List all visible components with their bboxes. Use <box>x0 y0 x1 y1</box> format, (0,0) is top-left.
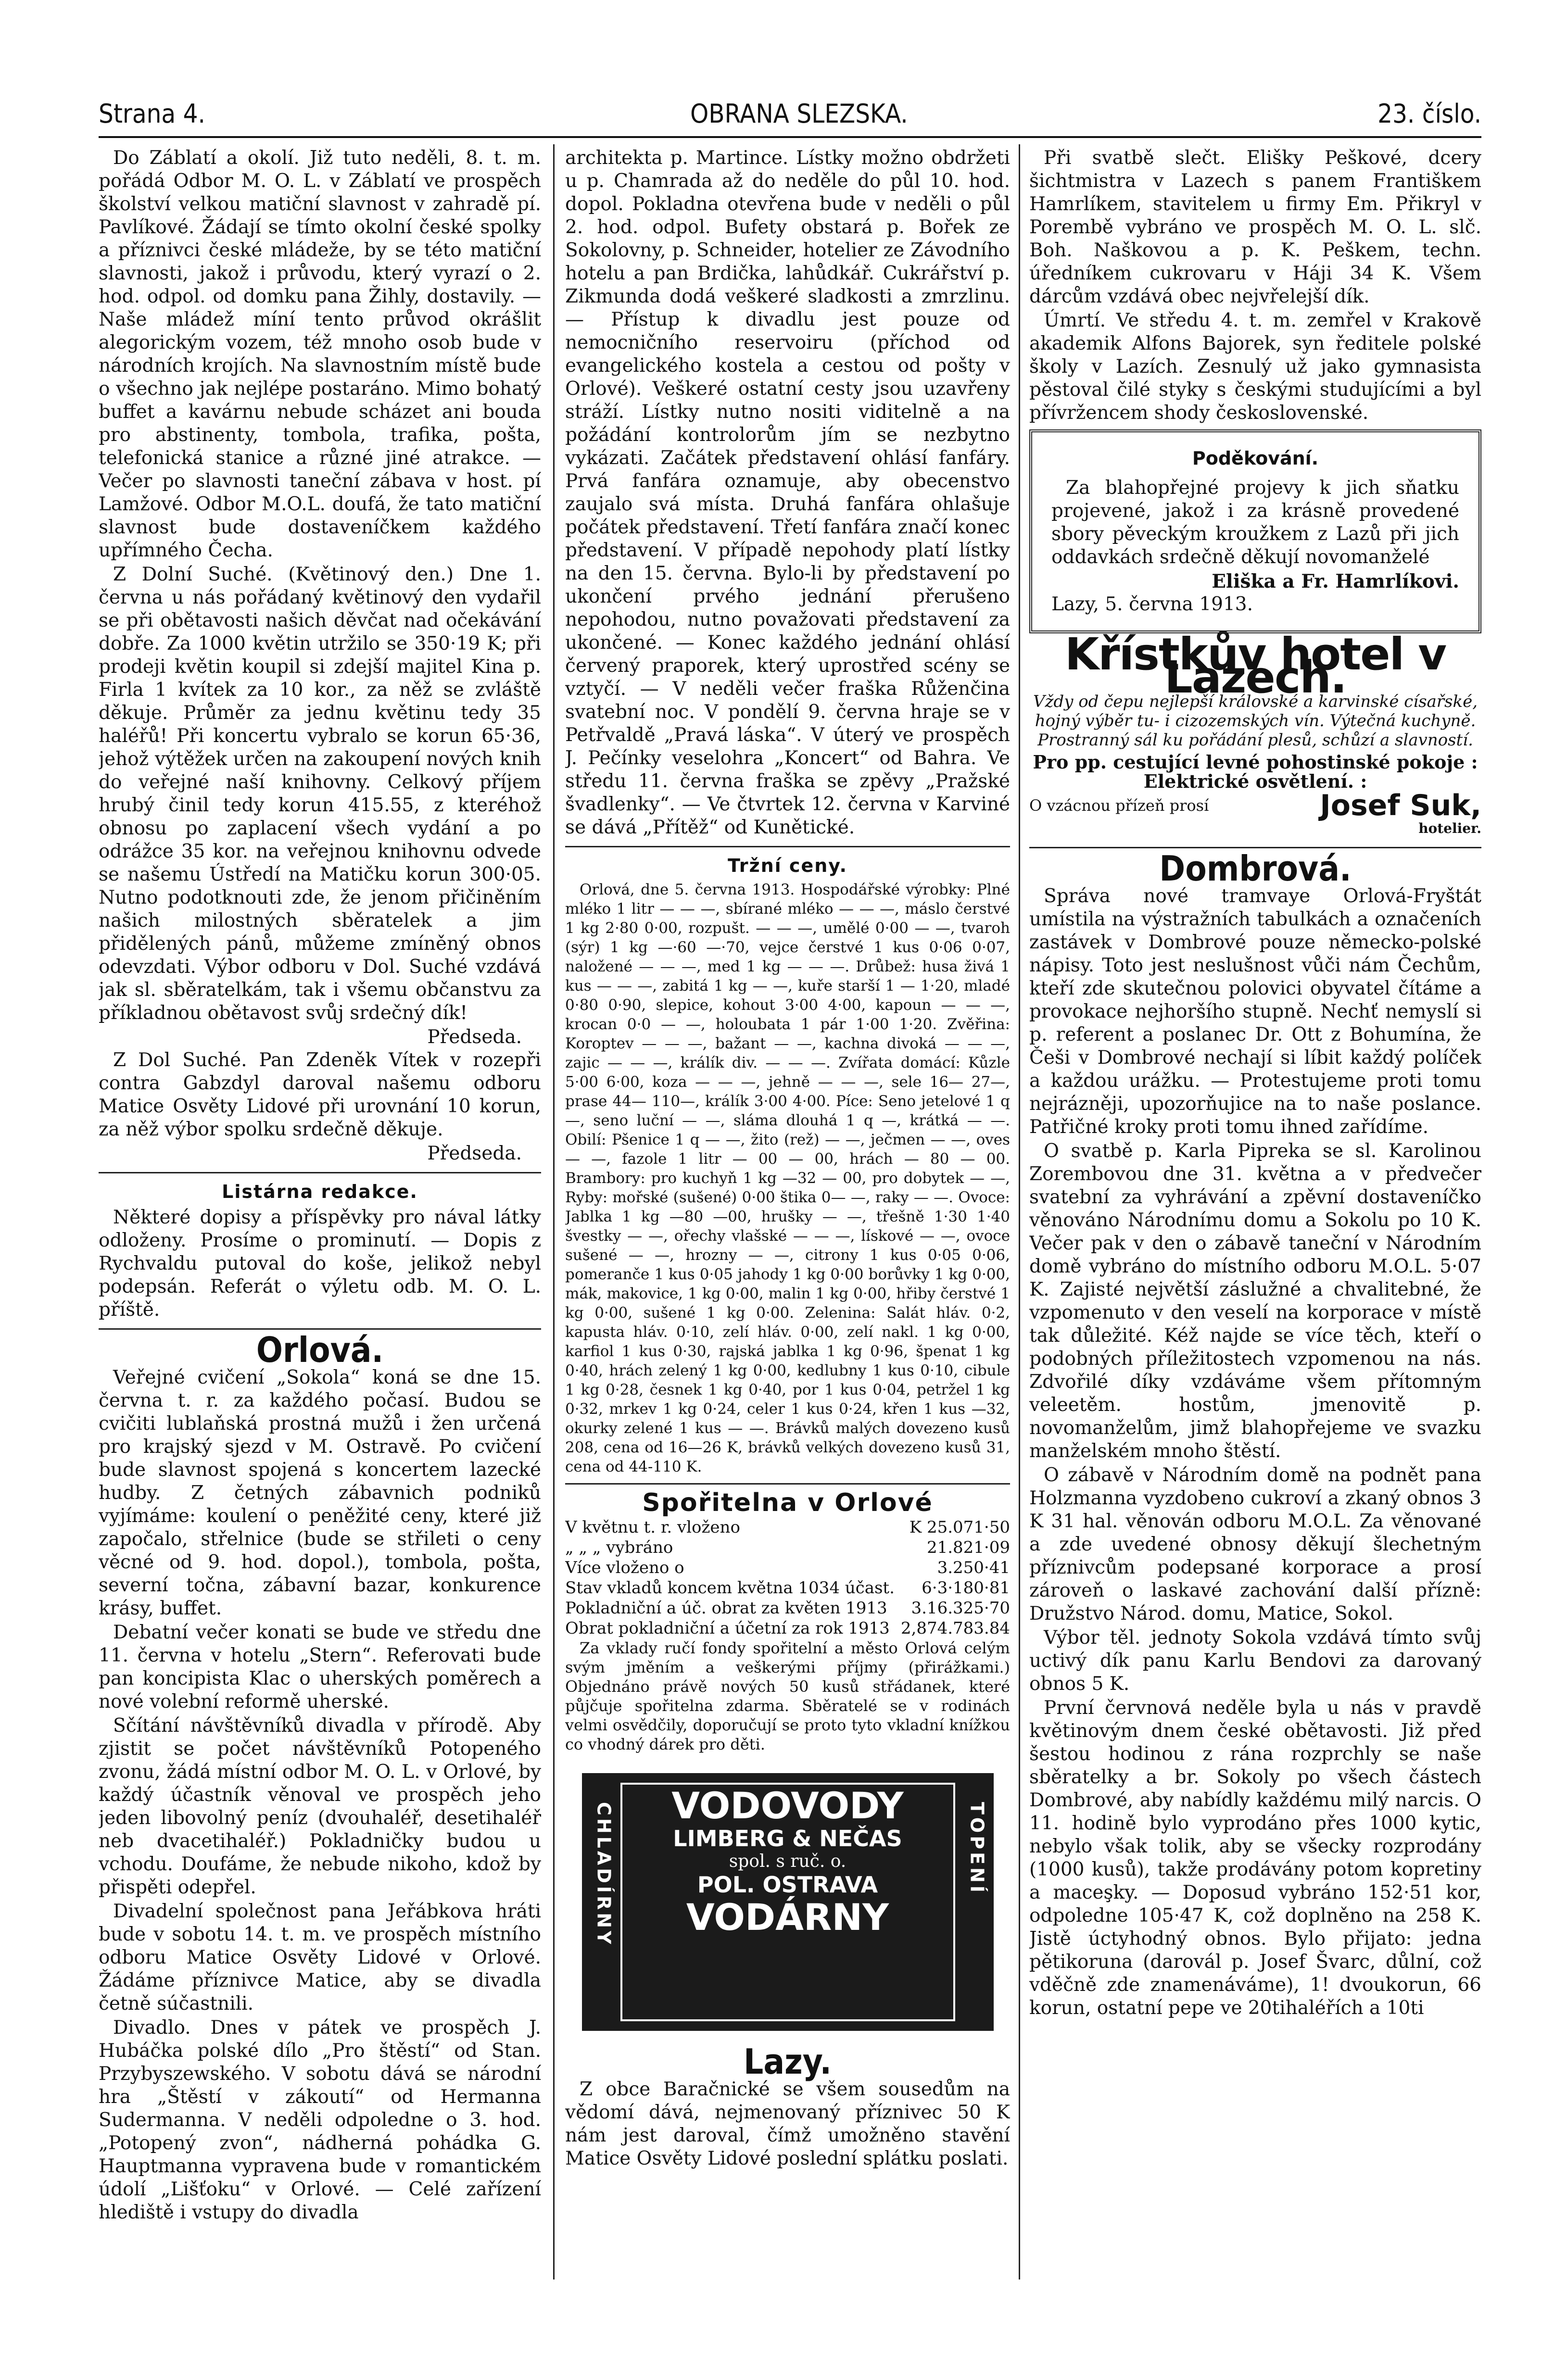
column-divider <box>553 144 555 2279</box>
table-row: V květnu t. r. vloženo K 25.071·50 <box>565 1518 1010 1537</box>
article-svatba: Při svatbě slečt. Elišky Peškové, dcery šichtmistra v Lazech s panem Františkem Hamrlíkem, stavitelem u firmy Em. Přikryl v Porembě vybráno ve prospěch M. O. L. slč. Boh. Naškovou a p. K. Peškem, techn. úředníkem cukrovaru v Háji 34 K. Všem dárcům vzdává obec nejvřelejší dík. <box>1029 147 1481 307</box>
ad-inner <box>620 1783 955 2021</box>
hotel-ad-footer: O vzácnou přízeň prosí Josef Suk, <box>1029 789 1481 822</box>
savings-table <box>565 1517 1010 1638</box>
hotel-owner: Josef Suk, <box>1320 789 1481 822</box>
market-prices: Orlová, dne 5. června 1913. Hospodářské výrobky: Plné mléko 1 litr — — —, sbírané mléko — — —, máslo čerstvé 1 kg 2·80 0·00, rozpušt. — — —, umělé 0·00 — —, tvaroh (sýr) 1 kg —·60 —·70, vejce čerstvé 1 kus 0·06 0·07, naložené — — —, med 1 kg — — —. Drůbež: husa živá 1 kus — — —, zabitá 1 kg — —, kuře starší 1 — 1·20, mladé 0·80 0·90, slepice, kohout 3·00 4·00, kapoun — — —, krocan 0·0 — —, holoubata 1 pár 1·00 1·20. Zvěřina: Koroptev — — —, bažant — —, kachna divoká — — —, zajic — — —, králík div. — — —. Zvířata domácí: Kůzle 5·00 6·00, koza — — —, jehně — — —, sele 16— 27—, prase 44— 110—, králík 3·00 4·00. Píce: Seno jetelové 1 q —, seno luční — —, sláma dlouhá 1 q —, krátká — —. Obilí: Pšenice 1 q — —, žito (rež) — —, ječmen — —, oves — —, fazole 1 litr — 00 — 00, hrách — 80 — 00. Brambory: pro kuchyň 1 kg —32 — 00, pro dobytek — —, Ryby: mořské (sušené) 0·00 štika 0— —, raky — —. Ovoce: Jablka 1 kg —80 —00, hrušky — —, třešně 1·30 1·40 švestky — —, ořechy vlašské — — —, lískové — —, ovoce sušené — —, hrozny — —, citrony 1 kus 0·05 0·06, pomeranče 1 kus 0·05 jahody 1 kg 0·00 borůvky 1 kg 0·00, mák, makovice, 1 kg 0·00, malin 1 kg 0·00, hřiby čerstvé 1 kg 0·00, sušené 1 kg 0·00. Zelenina: Salát hláv. 0·2, kapusta hláv. 0·10, zelí hláv. 0·00, zelí nakl. 1 kg 0·00, karfiol 1 kus 0·30, rajská jablka 1 kg 0·96, špenat 1 kg 0·40, hrách zelený 1 kg 0·00, kedlubny 1 kus 0·10, cibule 1 kg 0·28, česnek 1 kg 0·40, por 1 kus 0·04, petržel 1 kg 0·32, mrkev 1 kg 0·24, celer 1 kus 0·24, křen 1 kus —32, okurky zelené 1 kus — —. Brávků malých dovezeno kusů 208, cena od 16—26 K, brávků velkých dovezeno kusů 31, cena od 44-110 K. <box>565 881 1010 1475</box>
savings-text: Za vklady ručí fondy spořitelní a město Orlová celým svým jměním a veškerými příjmy (přirážkami.) Objednáno právě nových 50 kusů střádanek, které půjčuje spořitelna zdarma. Sběratelé se v rodinách velmi osvědčily, doporučují se proto tyto vkladní knížkou co vhodný dárek pro děti. <box>565 1639 1010 1753</box>
header-rule <box>99 136 1481 138</box>
article-kvetinova: První červnová neděle byla u nás v pravdě květinovým dnem české obětavosti. Již před šestou hodinou z rána rozprchly se naše sběratelky a br. Sokoly po všech částech Dombrové, aby nabídly každému milý narcis. O 11. hodině bylo vyprodáno přes 1000 kytic, nebylo však tolik, aby se všecky rozprodány (1000 kusů), takže prodávány potom kopretiny a maceşky. — Doposud vybráno 152·51 kor, odpoledne 105·47 K, což doplněno na 258 K. Jistě úctyhodný obnos. Bylo přijato: jedna pětikoruna (darovál p. Josef Švarc, důlní, což vděčně zde znamenáváme), 1! dvoukorun, 66 korun, ostatní pepe ve 20tihaléřích a 10ti <box>1029 1697 1481 2019</box>
advertisement-vodovody <box>582 1773 994 2031</box>
hotel-role: hotelier. <box>1418 820 1481 836</box>
column-divider <box>1019 144 1020 2279</box>
ad-side-right: TOPENÍ <box>966 1802 988 1895</box>
issue-number: 23. číslo. <box>1378 99 1481 129</box>
signature: Předseda. <box>427 1143 522 1164</box>
section-title-orlova: Orlová. <box>256 1330 384 1370</box>
section-title-sporitelna: Spořitelna v Orlové <box>642 1488 933 1517</box>
section-title-listarna: Listárna redakce. <box>222 1181 418 1202</box>
article-dolni-such: Z Dolní Suché. (Květinový den.) Dne 1. června u nás pořádaný květinový den vydařil se při obětavosti našich děvčat nad očekávání dobře. Za 1000 květin utržilo se 350·19 K; při prodeji květin koupil si zdejší majitel Kina p. Firla 1 kvítek za 10 kor., za něž se zvláště děkuje. Průměr za jednu květinu tedy 35 haléřů! Při koncertu vybralo se korun 65·36, jehož výtěžek určen na zakoupení nových knih do veřejné naší knihovny. Celkový příjem hrubý činil tedy korun 415.55, z kteréhož obnosu po zaplacení všech vydání a po odrážce 35 kor. na veřejnou knihovnu odvede se našemu Ústředí na Matičku korun 300·05. Nutno podotknouti zde, že jenom přičiněním našich milostných sběratelek a jim přidělených pánů, můžeme zmíněný obnos odevzdati. Výbor odboru v Dol. Suché vzdává jak sl. sběratelkám, tak i všemu občanstvu za příkladnou obětavost svůj srdečný dík! <box>99 564 541 1024</box>
hotel-ad-title: Křístkův hotel v Lazech. <box>1064 629 1446 703</box>
article-continuation: architekta p. Martince. Lístky možno obdržeti u p. Chamrada až do neděle do půl 10. hod. dopol. Pokladna otevřena bude v neděli o půl 2. hod. odpol. Bufety obstará p. Bořek ze Sokolovny, p. Schneider, hotelier ze Závodního hotelu a pan Brdička, lahůdkář. Cukrářství p. Zikmunda dodá veškeré sladkosti a zmrzlinu. — Přístup k divadlu jest pouze od nemocničního reservoiru (příchod od evangelického kostela a cestou od pošty v Orlové). Veškeré ostatní cesty jsou uzavřeny stráží. Lístky nutno nositi viditelně a na požádání kontrolorům jím se nezbytno vykázati. Začátek představení ohlásí fanfáry. Prvá fanfára oznamuje, aby obecenstvo zaujalo svá místa. Druhá fanfára ohlašuje počátek představení. Třetí fanfára značí konec představení. V případě nepohody platí lístky na den 15. června. Bylo-li by představení po ukončení prvého jednání přerušeno nepohodou, nutno považovati představení za ukončené. — Konec každého jednání ohlásí červený praporek, který uprostřed scény se vztyčí. — V neděli večer fraška Růženčina svatební noc. V pondělí 9. června hraje se v Petřvaldě „Pravá láska“. V úterý ve prospěch J. Pečínky veselohra „Koncert“ od Bahra. Ve středu 11. června fraška se zpěvy „Pražské švadlenky“. — Ve čtvrtek 12. června v Karviné se dává „Přítěž“ od Kunětické. <box>565 147 1010 838</box>
separator <box>565 846 1010 847</box>
table-row: „ „ „ vybráno 21.821·09 <box>565 1538 1010 1557</box>
thanks-date: Lazy, 5. června 1913. <box>1051 593 1253 615</box>
thanks-text: Za blahopřejné projevy k jich sňatku projevené, jakož i za krásně provedené sbory pěveckým kroužkem z Lazů při jich oddavkách srdečně děkují novomanželé <box>1051 477 1459 568</box>
article-debata: Debatní večer konati se bude ve středu dne 11. června v hotelu „Stern“. Referovati bude pan koncipista Klac o uherských poměrech a nové volební reformě uherské. <box>99 1622 541 1713</box>
page-number: Strana 4. <box>99 99 205 129</box>
hotel-ad-text: Vždy od čepu nejlepší královské a karvinské císařské, hojný výběr tu- i cizozemských vín. Výtečná kuchyně. Prostranný sál ku pořádání plesů, schůzí a slavností. <box>1033 692 1478 750</box>
ad-line: LIMBERG & NEČAS <box>673 1826 902 1851</box>
ad-line: VODÁRNY <box>686 1896 889 1939</box>
section-title-dombrova: Dombrová. <box>1159 848 1352 889</box>
article-dolni-such-2: Z Dol Suché. Pan Zdeněk Vítek v rozepři contra Gabzdyl daroval našemu odboru Matice Osvěty Lidové při urovnání 10 korun, za něž výbor spolku srdečně děkuje. <box>99 1049 541 1140</box>
section-title-lazy: Lazy. <box>744 2041 832 2082</box>
article-listarna: Některé dopisy a příspěvky pro nával látky odloženy. Prosíme o prominutí. — Dopis z Rychvaldu putoval do koše, jelikož nebyl podepsán. Referát o výletu odb. M. O. L. příště. <box>99 1207 541 1321</box>
ad-line: spol. s ruč. o. <box>729 1851 847 1871</box>
article-sokol: Veřejné cvičení „Sokola“ koná se dne 15. června t. r. za každého počasí. Budou se cvičiti lublaňská prostná mužů i žen určená pro krajský sjezd v M. Ostravě. Po cvičení bude slavnost spojená s koncertem lazecké hudby. Z četných zábavnich podniků vyjímáme: koulení o peněžité ceny, které již započalo, střelnice (bude se střileti o ceny věcné od 9. hod. dopol.), tombola, pošta, severní točna, zábavní bazar, konkurence krásy, buffet. <box>99 1367 541 1619</box>
ad-line: VODOVODY <box>671 1784 904 1827</box>
table-row: Stav vkladů koncem května 1034 účast. 6·3·180·81 <box>565 1578 1010 1598</box>
hotel-ad-rooms: Pro pp. cestující levné pohostinské pokoje : Elektrické osvětlení. : <box>1033 751 1478 792</box>
newspaper-title: OBRANA SLEZSKA. <box>690 99 908 129</box>
article-svatba-2: O svatbě p. Karla Pipreka se sl. Karolinou Zorembovou dne 31. května a v předvečer svatební za vyhrávání a zpěvní dostaveníčko věnováno Národnímu domu a Sokolu po 10 K. Večer pak v den o zábavě taneční v Národním domě vybráno do místního odboru M.O.L. 5·07 K. Zajisté největší záslužné a chvalitebné, že vzpomenuto v den veselí na korporace v místě tak důležité. Kéž najde se více těch, kteří o podobných příležitostech vzpomenou na nás. Zdvořilé díky vzdáváme všem přítomným veleetěm. hostům, jmenovitě p. novomanželům, jimž blahopřejeme ve svazku manželském mnoho štěstí. <box>1029 1140 1481 1462</box>
column-2 <box>565 147 1010 2277</box>
separator <box>99 1172 541 1173</box>
article-zabava: O zábavě v Národním domě na podnět pana Holzmanna vyzdobeno cukroví a zkaný obnos 3 K 31 hal. věnován odboru M.O.L. Za věnované a zde uvedené obnosy děkují šlechetným příznivcům podepsané korporace a prosí zároveň o laskavé zachování další přízně: Družstvo Národ. domu, Matice, Sokol. <box>1029 1464 1481 1624</box>
signature: Předseda. <box>427 1026 522 1048</box>
ad-line: POL. OSTRAVA <box>697 1872 878 1898</box>
article-tramvaj: Správa nové tramvaye Orlová-Fryštát umístila na výstražních tabulkách a označeních zastávek v Dombrové pouze německo-polské nápisy. Toto jest neslušnost vůči nám Čechům, kteří zde skutečnou polovici obyvatel čítáme a provokace nejhoršího stupně. Nechť nemyslí si p. referent a poslanec Dr. Ott z Bohumína, že Češi v Dombrové nechají si líbit každý políček a každou urážku. — Protestujeme proti tomu nejrázněji, upozorňujice na to naše poslance. Patřičné kroky proti tomu ihned zařídíme. <box>1029 885 1481 1138</box>
table-row: Více vloženo o 3.250·41 <box>565 1558 1010 1577</box>
thanks-title: Poděkování. <box>1192 448 1319 469</box>
table-row: Obrat pokladniční a účetní za rok 1913 2,874.783.84 <box>565 1619 1010 1638</box>
article-lazy: Z obce Baračnické se všem sousedům na vědomí dává, nejmenovaný příznivec 50 K nám jest daroval, čímž umožněno stavění Matice Osvěty Lidové poslední splátku poslati. <box>565 2078 1010 2169</box>
separator <box>565 1483 1010 1485</box>
thanks-names: Eliška a Fr. Hamrlíkovi. <box>1212 570 1459 592</box>
table-row: Pokladniční a úč. obrat za květen 1913 3.16.325·70 <box>565 1599 1010 1618</box>
section-title-trzni: Tržní ceny. <box>728 855 847 876</box>
ad-side-left: CHLADÍRNY <box>593 1802 615 1947</box>
page-header <box>99 99 1481 132</box>
article-scitani: Sčítání návštěvníků divadla v přírodě. Aby zjistit se počet návštěvníků Potopeného zvonu, žádá místní odbor M. O. L. v Orlové, by každý účastník věnoval ve prospěch jeho jeden libovolný peníz (dvouhaléř, desetihaléř neb dvacetihaléř.) Pokladničky budou u vchodu. Doufáme, že nebude nikoho, kdož by přispěti odepřel. <box>99 1715 541 1898</box>
article-umrti: Úmrtí. Ve středu 4. t. m. zemřel v Krakově akademik Alfons Bajorek, syn ředitele polské školy v Lazích. Zesnulý už jako gymnasista pěstoval čilé styky s českými studujícími a byl přívržencem shody československé. <box>1029 310 1481 424</box>
article-divadlo: Divadlo. Dnes v pátek ve prospěch J. Hubáčka polské dílo „Pro štěstí“ od Stan. Przybyszewského. V sobotu dává se národní hra „Štěstí v zákoutí“ od Hermanna Sudermanna. V neděli odpoledne o 3. hod. „Potopený zvon“, nádherná pohádka G. Hauptmanna vypravena bude v romantickém údolí „Lišťoku“ v Orlové. — Celé zařízení hlediště i vstupy do divadla <box>99 2017 541 2223</box>
thanks-box <box>1029 429 1481 633</box>
article-vybor: Výbor těl. jednoty Sokola vzdává tímto svůj uctivý dík panu Karlu Bendovi za darovaný obnos 5 K. <box>1029 1627 1481 1695</box>
article-zablati: Do Záblatí a okolí. Již tuto neděli, 8. t. m. pořádá Odbor M. O. L. v Záblatí ve prospěch školství velkou matiční slavnost v zahradě pí. Pavlíkové. Žádají se tímto okolní české spolky a příznivci české mládeže, by se této matiční slavnosti, jakož i průvodu, který vyrazí o 2. hod. odpol. od domku pana Žihly, dostavily. — Naše mládež míní tento průvod okrášlit alegorickým vozem, též mnoho osob bude v národních krojích. Na slavnostním místě bude o všechno jak nejlépe postaráno. Mimo bohatý buffet a kavárnu nebude scházet ani bouda pro abstinenty, tombola, trafika, pošta, telefonická stanice a různé jiné atrakce. — Večer po slavnosti taneční zábava v host. pí Lamžové. Odbor M.O.L. doufá, že tato matiční slavnost bude dostaveníčkem každého upřímného Čecha. <box>99 147 541 561</box>
article-divadelni: Divadelní společnost pana Jeřábkova hráti bude v sobotu 14. t. m. ve prospěch místního odboru Matice Osvěty Lidové v Orlové. Žádáme příznivce Matice, aby se divadla četně súčastnili. <box>99 1901 541 2015</box>
column-1 <box>99 147 541 2277</box>
column-3 <box>1029 147 1481 2277</box>
